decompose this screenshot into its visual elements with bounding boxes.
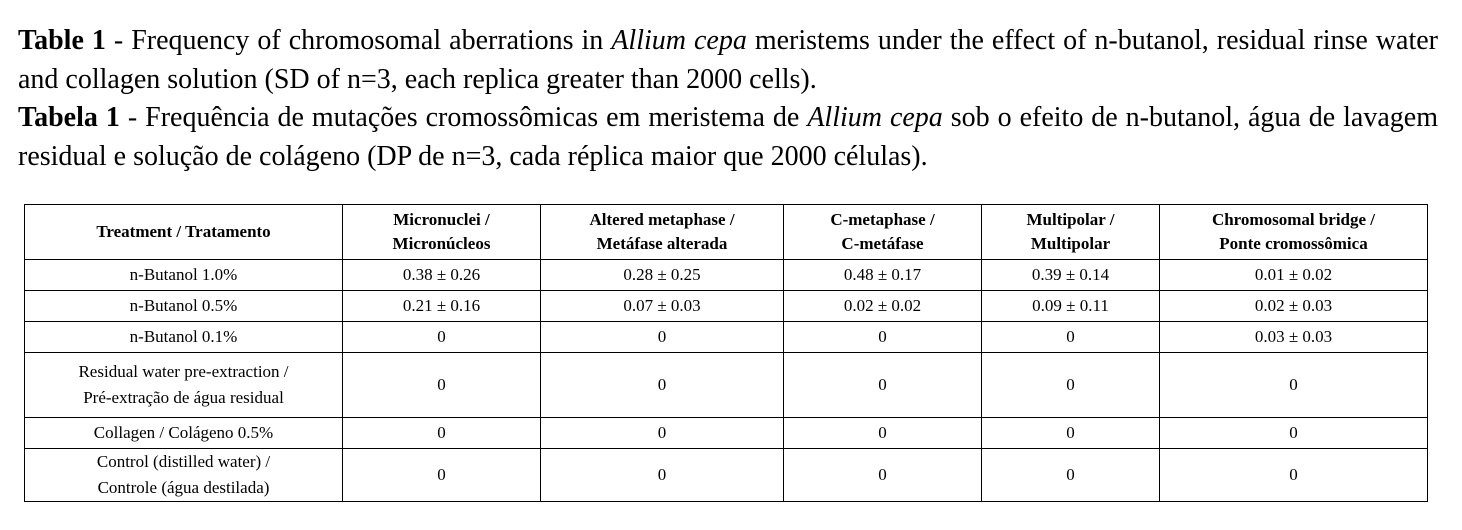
caption-text-pt-b: sob o efeito de n-butanol, água de lavagem residual e solução de colágeno (DP de n=3, cada réplica maior que 2000 células). [18, 102, 1438, 172]
header-treatment-label: Treatment / Tratamento [96, 222, 271, 241]
table-row [25, 353, 1428, 418]
table-cell: 0 [541, 322, 784, 353]
table-cell: 0.39 ± 0.14 [982, 260, 1160, 291]
header-multipolar-pt: Multipolar [1030, 234, 1111, 253]
header-row [25, 205, 1428, 260]
table-cell: 0.21 ± 0.16 [343, 291, 541, 322]
caption-species-pt: Allium cepa [807, 102, 943, 133]
table-cell: 0.07 ± 0.03 [541, 291, 784, 322]
caption-english [18, 22, 1438, 99]
row-treatment [25, 449, 343, 502]
table-row [25, 322, 1428, 353]
table-caption [18, 22, 1438, 176]
table-row [25, 260, 1428, 291]
table-cell: 0.38 ± 0.26 [343, 260, 541, 291]
header-altered-metaphase-pt: Metáfase alterada [596, 234, 728, 253]
caption-text-en-b: meristems under the effect of n-butanol, residual rinse water and collagen solution (SD of n=3, each replica greater than 2000 cells). [18, 25, 1438, 95]
header-c-metaphase-pt: C-metáfase [841, 234, 924, 253]
table-cell: 0 [982, 418, 1160, 449]
table-cell: 0.01 ± 0.02 [1160, 260, 1428, 291]
row-treatment-label-en: Residual water pre-extraction / [78, 362, 289, 381]
header-micronuclei [343, 205, 541, 260]
table-cell: 0.09 ± 0.11 [982, 291, 1160, 322]
table-cell: 0 [1160, 418, 1428, 449]
header-altered-metaphase [541, 205, 784, 260]
row-treatment-label-pt: Controle (água destilada) [97, 478, 270, 497]
table-cell: 0 [784, 322, 982, 353]
table-cell: 0.48 ± 0.17 [784, 260, 982, 291]
caption-text-pt-a: Frequência de mutações cromossômicas em meristema de [145, 102, 808, 133]
caption-text-en-a: Frequency of chromosomal aberrations in [131, 25, 612, 56]
table-cell: 0 [541, 353, 784, 418]
table-cell: 0 [784, 418, 982, 449]
caption-sep-pt: - [119, 102, 146, 133]
header-treatment [25, 205, 343, 260]
table-cell: 0 [982, 353, 1160, 418]
row-treatment [25, 291, 343, 322]
table-row [25, 449, 1428, 502]
row-treatment-label-pt: Pré-extração de água residual [83, 388, 284, 407]
row-treatment-label: Collagen / Colágeno 0.5% [93, 423, 274, 442]
table-cell: 0 [1160, 449, 1428, 502]
table-cell: 0 [343, 322, 541, 353]
table-header [25, 205, 1428, 260]
table-cell: 0.02 ± 0.02 [784, 291, 982, 322]
table-cell: 0 [541, 449, 784, 502]
header-c-metaphase-en: C-metaphase / [830, 210, 935, 229]
table-row [25, 418, 1428, 449]
header-multipolar-en: Multipolar / [1026, 210, 1115, 229]
header-chromosomal-bridge-pt: Ponte cromossômica [1219, 234, 1368, 253]
table-cell: 0 [343, 449, 541, 502]
aberrations-table [24, 204, 1428, 502]
table-body [25, 260, 1428, 502]
row-treatment [25, 322, 343, 353]
caption-label-pt: Tabela 1 [18, 102, 120, 133]
header-micronuclei-pt: Micronúcleos [392, 234, 491, 253]
caption-portuguese [18, 99, 1438, 176]
caption-label-en: Table 1 [18, 25, 106, 56]
table-cell: 0 [784, 353, 982, 418]
table-cell: 0 [343, 418, 541, 449]
table-cell: 0 [784, 449, 982, 502]
table-cell: 0 [982, 322, 1160, 353]
table-cell: 0 [541, 418, 784, 449]
table-cell: 0 [343, 353, 541, 418]
header-altered-metaphase-en: Altered metaphase / [589, 210, 735, 229]
row-treatment-label-en: Control (distilled water) / [96, 452, 271, 471]
table-cell: 0 [1160, 353, 1428, 418]
table-cell: 0.02 ± 0.03 [1160, 291, 1428, 322]
table-cell: 0 [982, 449, 1160, 502]
header-chromosomal-bridge-en: Chromosomal bridge / [1211, 210, 1376, 229]
table-row [25, 291, 1428, 322]
header-micronuclei-en: Micronuclei / [393, 210, 490, 229]
caption-species-en: Allium cepa [611, 25, 747, 56]
row-treatment [25, 418, 343, 449]
table-cell: 0.28 ± 0.25 [541, 260, 784, 291]
table-cell: 0.03 ± 0.03 [1160, 322, 1428, 353]
header-multipolar [982, 205, 1160, 260]
header-chromosomal-bridge [1160, 205, 1428, 260]
row-treatment [25, 260, 343, 291]
row-treatment-label: n-Butanol 0.5% [129, 296, 238, 315]
header-c-metaphase [784, 205, 982, 260]
caption-sep-en: - [105, 25, 132, 56]
row-treatment [25, 353, 343, 418]
row-treatment-label: n-Butanol 0.1% [129, 327, 238, 346]
row-treatment-label: n-Butanol 1.0% [129, 265, 238, 284]
